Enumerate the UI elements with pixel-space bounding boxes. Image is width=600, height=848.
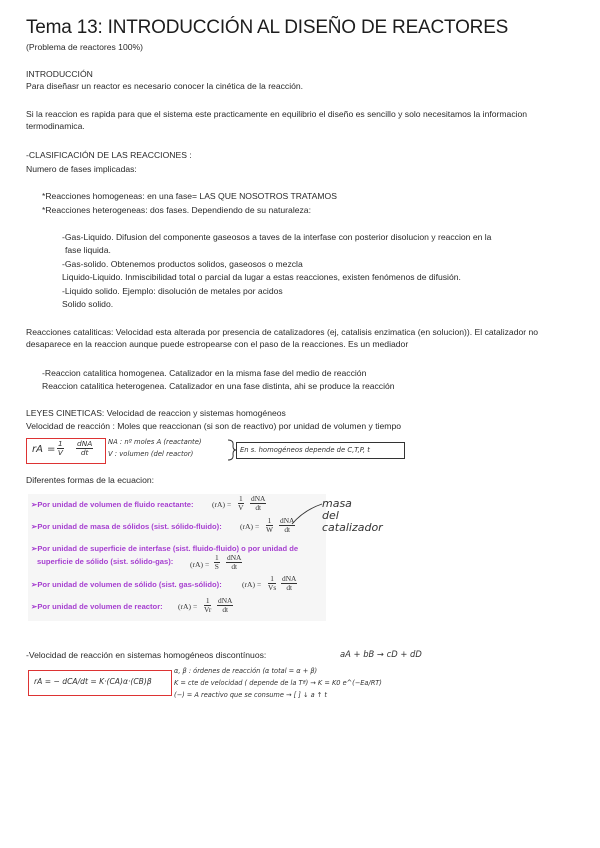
arrow-icon xyxy=(290,500,326,528)
rate-formula-dn: dNA xyxy=(77,439,93,448)
note-na: NA : nº moles A (reactante) xyxy=(108,438,202,446)
frac-den: Vr xyxy=(204,605,212,614)
form-lhs: (rA) = xyxy=(240,522,260,531)
hand-del: del xyxy=(322,509,339,522)
form-lhs: (rA) = xyxy=(178,602,198,611)
frac-num: dNA xyxy=(218,596,233,605)
form-surface: ➢Por unidad de superficie de interfase (sist. fluido-fluido) o por unidad de xyxy=(31,544,299,553)
form-lhs: (rA) = xyxy=(212,500,232,509)
rate-formula-eq: = xyxy=(47,444,56,455)
hand-catalizador: catalizador xyxy=(322,521,383,534)
brace-icon xyxy=(226,438,238,462)
frac-dt: dt xyxy=(284,525,291,534)
discontinuous-note: K = cte de velocidad ( depende de la Tª) → K = K0 e^(−Ea/RT) xyxy=(174,679,382,687)
frac-num: dNA xyxy=(282,574,297,583)
form-frac xyxy=(204,597,211,614)
form-frac xyxy=(268,575,276,592)
rate-formula-v: V xyxy=(57,448,63,457)
frac-one: 1 xyxy=(267,516,272,525)
rate-formula-one: 1 xyxy=(58,439,63,448)
homogeneous-reactions: *Reacciones homogeneas: en una fase= LAS QUE NOSOTROS TRATAMOS xyxy=(42,191,337,201)
list-item: Liquido-Liquido. Inmiscibilidad total o parcial da lugar a estas reacciones, existen fenómenos de difusión. xyxy=(62,272,461,282)
heterogeneous-reactions: *Reacciones heterogeneas: dos fases. Dependiendo de su naturaleza: xyxy=(42,205,311,215)
form-mass-solid: ➢Por unidad de masa de sólidos (sist. sólido-fluido): xyxy=(31,522,222,531)
form-lhs: (rA) = xyxy=(190,560,210,569)
form-frac xyxy=(226,554,242,571)
form-frac xyxy=(238,495,244,512)
frac-den: S xyxy=(214,562,219,571)
frac-den: W xyxy=(266,525,273,534)
frac-den: Vs xyxy=(268,583,277,592)
subtitle: (Problema de reactores 100%) xyxy=(26,42,144,52)
form-surface-2: superficie de sólido (sist. sólido-gas): xyxy=(37,557,174,566)
list-item: -Gas-solido. Obtenemos productos solidos, gaseosos o mezcla xyxy=(62,259,303,269)
classification-heading: -CLASIFICACIÓN DE LAS REACCIONES : xyxy=(26,150,192,160)
form-volume-solid: ➢Por unidad de volumen de sólido (sist. gas-sólido): xyxy=(31,580,222,589)
frac-one: 1 xyxy=(268,575,276,584)
form-frac xyxy=(281,575,297,592)
frac-one: 1 xyxy=(205,596,210,605)
form-frac xyxy=(214,554,220,571)
discontinuous-heading: -Velocidad de reacción en sistemas homogéneos discontínuos: xyxy=(26,650,267,660)
frac-num: dNA xyxy=(280,516,295,525)
frac-dt: dt xyxy=(255,503,262,512)
frac-one: 1 xyxy=(239,494,243,503)
list-item: -Gas-Liquido. Difusion del componente gaseosos a taves de la interfase con posterior disolucion y reaccion en la xyxy=(62,232,492,242)
discontinuous-note: (−) = A reactivo que se consume → [ ] ↓ a ↑ t xyxy=(174,691,327,699)
list-item: Solido solido. xyxy=(62,299,114,309)
form-volume-reactor: ➢Por unidad de volumen de reactor: xyxy=(31,602,163,611)
rate-formula-frac2 xyxy=(76,440,93,457)
intro-paragraph-2: Si la reaccion es rapida para que el sistema este practicamente en equilibrio el diseño es sencillo y solo necesitamos la informacion termodinamica. xyxy=(26,109,528,131)
catalytic-reactions: Reacciones cataliticas: Velocidad esta alterada por presencia de catalizadores (ej, catalisis enzimatica (en solucion)). El catalizador no desaparece en la reaccion aunque puede estropearse con el paso de la reacciones. Es un mediador xyxy=(26,327,539,349)
catalytic-homogeneous: -Reaccion catalitica homogenea. Catalizador en la misma fase del medio de reacción xyxy=(42,368,367,378)
frac-den: V xyxy=(238,503,244,512)
list-item: fase liquida. xyxy=(65,245,111,255)
kinetics-heading: LEYES CINETICAS: Velocidad de reaccion y sistemas homogéneos xyxy=(26,408,286,418)
frac-dt: dt xyxy=(222,605,229,614)
form-frac xyxy=(250,495,266,512)
intro-paragraph-1: Para diseñasr un reactor es necesario conocer la cinética de la reacción. xyxy=(26,81,304,91)
discontinuous-formula: rA = − dCA/dt = K·(CA)α·(CB)β xyxy=(34,677,152,686)
rate-definition: Velocidad de reacción : Moles que reaccionan (si son de reactivo) por unidad de volumen y tiempo xyxy=(26,421,401,431)
forms-heading: Diferentes formas de la ecuacion: xyxy=(26,475,155,485)
form-volume-fluid: ➢Por unidad de volumen de fluido reactante: xyxy=(31,500,194,509)
frac-num: dNA xyxy=(227,553,242,562)
note-v: V : volumen (del reactor) xyxy=(108,450,194,458)
page-title: Tema 13: INTRODUCCIÓN AL DISEÑO DE REACTORES xyxy=(26,17,509,38)
frac-dt: dt xyxy=(286,583,293,592)
discontinuous-note: α, β : órdenes de reacción (α total = α + β) xyxy=(174,667,318,675)
frac-num: dNA xyxy=(251,494,266,503)
frac-one: 1 xyxy=(215,553,219,562)
form-lhs: (rA) = xyxy=(242,580,262,589)
rate-formula-frac1 xyxy=(57,440,64,457)
form-frac xyxy=(266,517,273,534)
intro-heading: INTRODUCCIÓN xyxy=(26,69,93,79)
rate-formula-dt: dt xyxy=(80,448,89,457)
rate-formula-lhs: rA xyxy=(32,444,43,455)
frac-dt: dt xyxy=(231,562,238,571)
hand-masa: masa xyxy=(322,497,352,510)
reaction-equation: aA + bB → cD + dD xyxy=(340,649,422,659)
list-item: -Liquido solido. Ejemplo: disolución de metales por acidos xyxy=(62,286,283,296)
form-frac xyxy=(217,597,233,614)
classification-sub: Numero de fases implicadas: xyxy=(26,164,137,174)
catalytic-heterogeneous: Reaccion catalitica heterogenea. Catalizador en una fase distinta, ahi se produce la reacción xyxy=(42,381,395,391)
note-homog: En s. homogéneos depende de C,T,P, t xyxy=(240,446,370,454)
